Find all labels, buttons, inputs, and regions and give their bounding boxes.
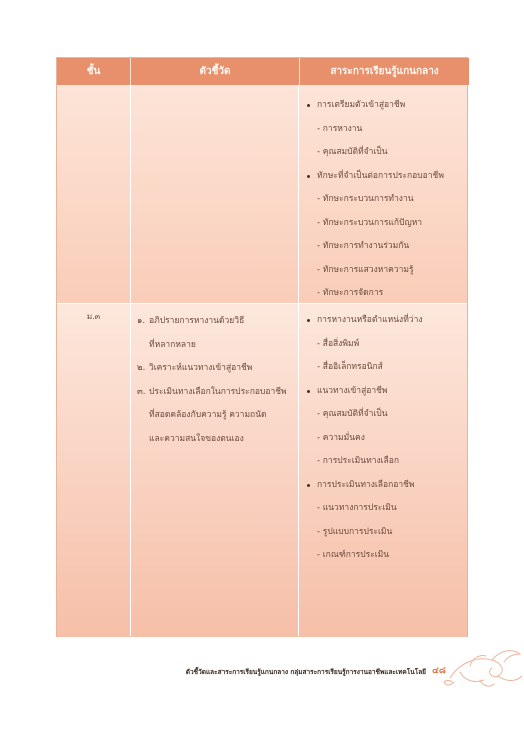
indicator-number: ๒. (137, 363, 146, 373)
content-sub-item: - คุณสมบัติที่จำเป็น (317, 147, 388, 157)
indicator-text-continued: ที่หลากหลาย (149, 339, 196, 350)
content-sub-item: - ทักษะการแสวงหาความรู้ (317, 264, 414, 275)
indicator-text: อภิปรายการหางานด้วยวิธี (149, 316, 245, 326)
content-sub-item: - ทักษะกระบวนการแก้ปัญหา (317, 217, 423, 228)
row2-indicators (137, 310, 297, 451)
indicator-text: วิเคราะห์แนวทางเข้าสู่อาชีพ (149, 363, 253, 373)
row1-core-content (307, 94, 467, 306)
row2-core-content (307, 309, 467, 568)
column-divider (298, 85, 299, 636)
content-bullet-item: การหางานหรือตำแหน่งที่ว่าง (307, 309, 467, 333)
content-sub-item: - ทักษะกระบวนการทำงาน (317, 194, 414, 204)
indicator-text: ประเมินทางเลือกในการประกอบอาชีพ (149, 386, 287, 397)
content-bullet-item: การเตรียมตัวเข้าสู่อาชีพ (307, 94, 467, 118)
indicator-item (137, 357, 297, 381)
indicator-number: ๓. (137, 386, 146, 397)
content-sub-item: - เกณฑ์การประเมิน (317, 550, 390, 560)
header-core-content: สาระการเรียนรู้แกนกลาง (299, 58, 469, 85)
content-sub-item: - แนวทางการประเมิน (317, 503, 397, 513)
curriculum-table (56, 57, 468, 637)
content-bullet-item: ทักษะที่จำเป็นต่อการประกอบอาชีพ (307, 165, 467, 189)
content-sub-item: - สื่ออิเล็กทรอนิกส์ (317, 362, 383, 372)
content-sub-item: - รูปแบบการประเมิน (317, 526, 393, 537)
row2-grade: ม.๓ (86, 312, 101, 321)
floral-ornament-icon (440, 642, 524, 692)
header-indicators: ตัวชี้วัด (130, 58, 299, 85)
indicator-item (137, 310, 297, 334)
indicator-item (137, 381, 297, 405)
page-number: ๔๘ (432, 666, 446, 676)
column-divider (130, 85, 131, 636)
header-grade: ชั้น (57, 58, 130, 85)
page-footer-title: ตัวชี้วัดและสาระการเรียนรู้แกนกลาง กลุ่มสาระการเรียนรู้การงานอาชีพและเทคโนโลยี (185, 668, 426, 676)
content-bullet-item: แนวทางเข้าสู่อาชีพ (307, 380, 467, 404)
content-sub-item: - การหางาน (317, 123, 363, 134)
content-bullet-item: การประเมินทางเลือกอาชีพ (307, 474, 467, 498)
content-sub-item: - คุณสมบัติที่จำเป็น (317, 409, 388, 419)
indicator-text-continued: และความสนใจของตนเอง (149, 433, 244, 444)
content-sub-item: - การประเมินทางเลือก (317, 456, 399, 466)
indicator-text-continued: ที่สอดคล้องกับความรู้ ความถนัด (149, 410, 267, 420)
indicator-number: ๑. (137, 316, 146, 326)
content-sub-item: - ทักษะการทำงานร่วมกัน (317, 241, 410, 251)
content-sub-item: - ทักษะการจัดการ (317, 288, 384, 298)
content-sub-item: - ความมั่นคง (317, 432, 365, 443)
content-sub-item: - สื่อสิ่งพิมพ์ (317, 338, 360, 349)
